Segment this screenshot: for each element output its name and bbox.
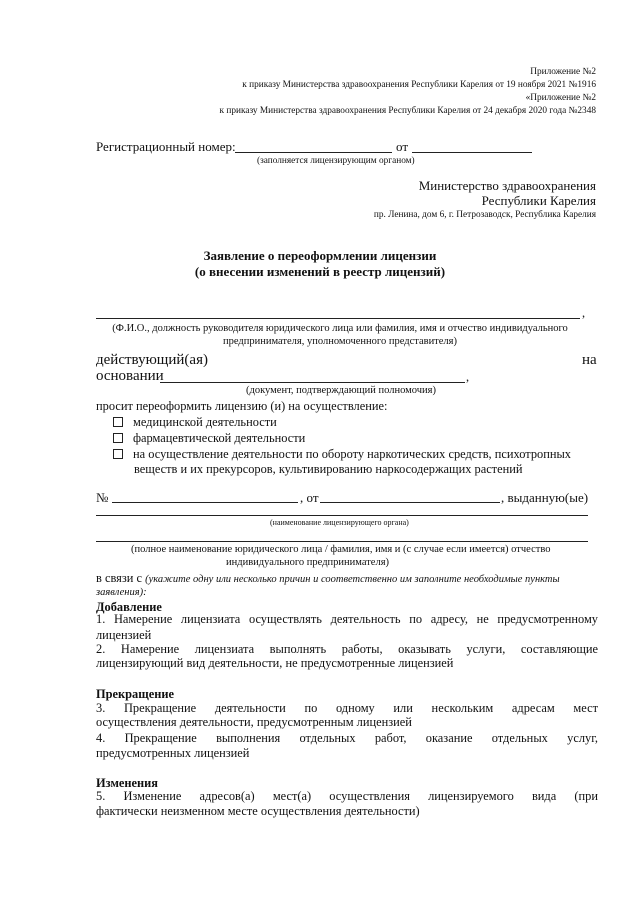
reasons-lead-continued: заявления): [96, 587, 147, 598]
license-authority-line [96, 515, 588, 516]
license-issued-label: , выданную(ые) [501, 490, 589, 505]
basis-document-line [160, 382, 465, 383]
applicant-name-line [96, 318, 580, 319]
reason-item-3: 3. Прекращение деятельности по одному или нескольким адресам мест [96, 701, 598, 715]
section-change-heading: Изменения [96, 776, 159, 790]
registration-label: Регистрационный номер: [96, 139, 236, 154]
reason-item-4-cont: предусмотренных лицензией [96, 746, 250, 760]
section-add-heading: Добавление [96, 600, 162, 614]
recipient-republic: Республики Карелия [481, 193, 596, 208]
license-date-line [320, 502, 500, 503]
reason-item-2-cont: лицензирующий вид деятельности, не предусмотренные лицензией [96, 656, 454, 670]
reason-item-3-cont: осуществления деятельности, предусмотренным лицензией [96, 715, 412, 729]
checkbox[interactable] [113, 417, 123, 427]
section-stop-heading: Прекращение [96, 687, 174, 701]
document-subtitle: (о внесении изменений в реестр лицензий) [194, 264, 446, 279]
basis-label: основании [96, 368, 164, 384]
registration-note: (заполняется лицензирующим органом) [257, 156, 415, 166]
license-number-label: № [96, 490, 109, 505]
order-reference: к приказу Министерства здравоохранения Республики Карелия от 19 ноября 2021 №1916 [242, 80, 596, 90]
reason-item-4: 4. Прекращение выполнения отдельных работ, оказание отдельных услуг, [96, 731, 598, 745]
appendix-label-quoted: «Приложение №2 [525, 93, 596, 103]
organization-note-2: индивидуального предпринимателя) [226, 557, 390, 568]
checkbox[interactable] [113, 433, 123, 443]
organization-note-1: (полное наименование юридического лица / фамилия, имя и (с случае если имеется) отчество [131, 544, 551, 555]
activity-item: медицинской деятельности [113, 415, 277, 430]
activity-item-continued: веществ и их прекурсоров, культивированию наркосодержащих растений [134, 462, 523, 476]
order-reference-2: к приказу Министерства здравоохранения Республики Карелия от 24 декабря 2020 года №2348 [219, 106, 596, 116]
recipient-ministry: Министерство здравоохранения [418, 178, 596, 193]
applicant-note-2: предпринимателя, уполномоченного представителя) [222, 336, 457, 347]
reason-item-1-cont: лицензией [96, 628, 152, 642]
organization-name-line [96, 541, 588, 542]
document-title: Заявление о переоформлении лицензии [203, 248, 437, 263]
registration-number-line [235, 152, 392, 153]
reason-item-2: 2. Намерение лицензиата выполнять работы, оказывать услуги, составляющие [96, 642, 598, 656]
acting-label: действующий(ая) [96, 352, 208, 368]
license-number-line [112, 502, 298, 503]
reasons-lead: в связи с (укажите одну или несколько причин и соответственно им заполните необходимые пункты [96, 571, 560, 585]
registration-from-label: от [396, 139, 409, 154]
reason-item-5-cont: фактически неизменном месте осуществления деятельности) [96, 804, 420, 818]
license-authority-note: (наименование лицензирующего органа) [270, 518, 409, 527]
activity-item: фармацевтической деятельности [113, 431, 305, 446]
basis-comma: , [466, 370, 470, 384]
applicant-comma: , [582, 306, 586, 320]
request-text: просит переоформить лицензию (и) на осуществление: [96, 399, 388, 413]
reason-item-5: 5. Изменение адресов(а) мест(а) осуществления лицензируемого вида (при [96, 789, 598, 803]
recipient-address: пр. Ленина, дом 6, г. Петрозаводск, Республика Карелия [373, 210, 596, 220]
activity-item: на осуществление деятельности по обороту наркотических средств, психотропных [113, 447, 571, 462]
checkbox[interactable] [113, 449, 123, 459]
basis-note: (документ, подтверждающий полномочия) [246, 385, 436, 396]
license-from-label: , от [300, 490, 319, 505]
reason-item-1: 1. Намерение лицензиата осуществлять деятельность по адресу, не предусмотренному [96, 612, 598, 626]
on-label: на [582, 352, 597, 368]
registration-date-line [412, 152, 532, 153]
applicant-note-1: (Ф.И.О., должность руководителя юридического лица или фамилия, имя и отчество индивидуального [112, 323, 568, 334]
appendix-label: Приложение №2 [530, 67, 596, 77]
